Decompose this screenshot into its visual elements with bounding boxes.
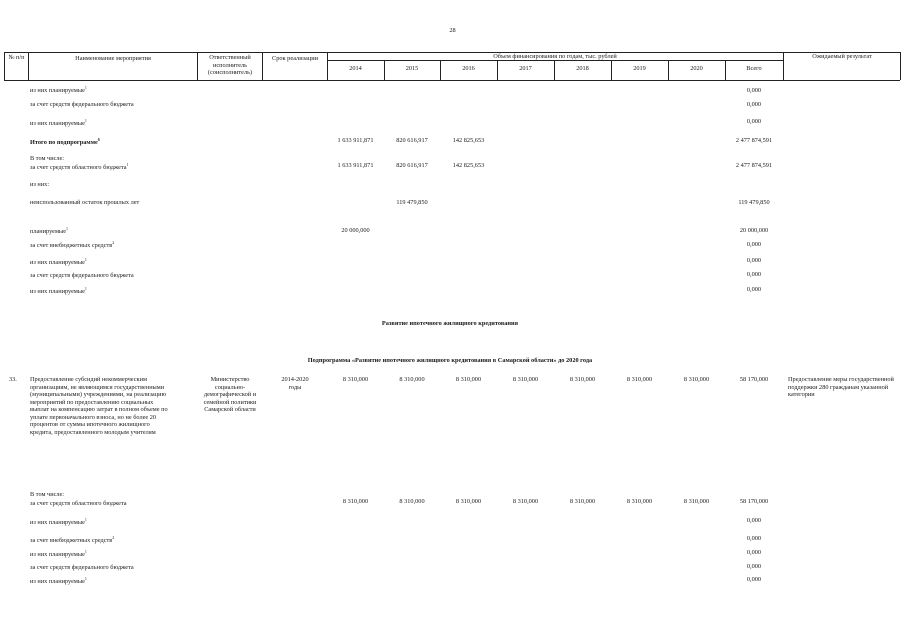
item-term: 2014-2020 годы [281, 376, 309, 391]
row-label: из них планируемые$^1$ [30, 575, 87, 585]
header-year: 2019 [633, 65, 646, 72]
row-value: 1 633 911,871 [337, 162, 374, 169]
header-num: № п/п [8, 54, 25, 61]
header-year: 2017 [519, 65, 532, 72]
row-total: 0,000 [746, 271, 762, 278]
header-term: Срок реализации [272, 55, 318, 62]
row-label: из них: [30, 181, 50, 188]
header-volume: Объем финансирования по годам, тыс. рублей [493, 53, 617, 60]
row-value: 8 310,000 [455, 498, 482, 505]
section-title: Развитие ипотечного жилищного кредитования [381, 320, 519, 327]
row-value: 8 310,000 [512, 498, 539, 505]
row-total: 2 477 874,591 [735, 137, 773, 144]
subprogram-title: Подпрограмма «Развитие ипотечного жилищного кредитования в Самарской области» до 2020 года [307, 357, 593, 364]
row-value: 142 825,653 [452, 137, 485, 144]
page-number: 28 [449, 27, 456, 34]
item-num: 33. [9, 376, 17, 383]
item-value: 8 310,000 [683, 376, 710, 383]
row-total: 2 477 874,591 [735, 162, 773, 169]
item-value: 8 310,000 [626, 376, 653, 383]
row-label: за счет внебюджетных средств$^2$ [30, 534, 115, 544]
row-label: из них планируемые$^1$ [30, 84, 87, 94]
row-label: планируемые$^1$ [30, 225, 68, 235]
header-total: Всего [746, 65, 762, 72]
row-value: 1 633 911,871 [337, 137, 374, 144]
header-name: Наименование мероприятия [75, 55, 151, 62]
row-value: 8 310,000 [399, 498, 425, 505]
item-responsible: Министерство социально-демографической и семейной политики Самарской области [203, 376, 257, 413]
header-result: Ожидаемый результат [812, 53, 872, 60]
row-label: за счет средств областного бюджета [30, 500, 127, 507]
row-total: 0,000 [746, 286, 762, 293]
item-value: 8 310,000 [342, 376, 369, 383]
row-total: 58 170,000 [739, 498, 769, 505]
row-total: 0,000 [746, 101, 762, 108]
header-year: 2020 [690, 65, 703, 72]
row-total: 0,000 [746, 118, 762, 125]
row-label: за счет средств федерального бюджета [30, 272, 134, 279]
row-value: 8 310,000 [626, 498, 653, 505]
row-label: из них планируемые$^1$ [30, 548, 87, 558]
row-label: В том числе: [30, 155, 65, 162]
item-value: 8 310,000 [569, 376, 596, 383]
row-value: 8 310,000 [683, 498, 710, 505]
header-year: 2016 [462, 65, 475, 72]
header-year: 2015 [405, 65, 419, 72]
item-result: Предоставление меры государственной поддержки 280 гражданам указанной категории [788, 376, 894, 398]
row-value: 20 000,000 [341, 227, 370, 234]
row-label: за счет средств областного бюджета$^1$ [30, 161, 129, 171]
row-value: 820 616,917 [396, 137, 428, 144]
row-total: 0,000 [746, 563, 762, 570]
row-value: 119 479,850 [396, 199, 428, 206]
row-label: из них планируемые$^1$ [30, 516, 87, 526]
row-label: из них планируемые$^1$ [30, 117, 87, 127]
row-label: из них планируемые$^1$ [30, 256, 87, 266]
row-total: 119 479,850 [738, 199, 770, 206]
header-year: 2018 [576, 65, 589, 72]
row-total: 0,000 [746, 535, 762, 542]
row-value: 8 310,000 [569, 498, 596, 505]
row-total: 0,000 [746, 549, 762, 556]
row-label: за счет средств федерального бюджета [30, 564, 134, 571]
row-total: 20 000,000 [739, 227, 769, 234]
row-total: 0,000 [746, 576, 762, 583]
item-value: 8 310,000 [455, 376, 482, 383]
row-total: 0,000 [746, 517, 762, 524]
row-label: В том числе: [30, 491, 65, 498]
row-label: за счет внебюджетных средств$^2$ [30, 239, 115, 249]
row-label: за счет средств федерального бюджета [30, 101, 134, 108]
row-total: 0,000 [746, 257, 762, 264]
row-value: 142 825,653 [452, 162, 485, 169]
row-value: 8 310,000 [342, 498, 369, 505]
row-label: Итого по подпрограмме$^6$ [30, 136, 100, 146]
row-label: неиспользованный остаток прошлых лет [30, 199, 140, 206]
header-responsible: Ответственный исполнитель (соисполнитель) [207, 54, 253, 76]
row-label: из них планируемые$^1$ [30, 285, 87, 295]
header-year: 2014 [349, 65, 362, 72]
item-name: Предоставление субсидий некоммерческим организациям, не являющимся государственными (муниципальными) учреждениями, на реализацию мероприятий по предоставлению социальных выплат на компенсацию затрат в полном объеме по уплате первоначального взноса, но не более 20 процентов от суммы ипотечного жилищного кредита, предоставленного молодым учителям [30, 376, 168, 436]
item-value: 8 310,000 [399, 376, 425, 383]
row-total: 0,000 [746, 241, 762, 248]
item-total: 58 170,000 [739, 376, 769, 383]
row-total: 0,000 [746, 87, 762, 94]
item-value: 8 310,000 [512, 376, 539, 383]
row-value: 820 616,917 [396, 162, 428, 169]
